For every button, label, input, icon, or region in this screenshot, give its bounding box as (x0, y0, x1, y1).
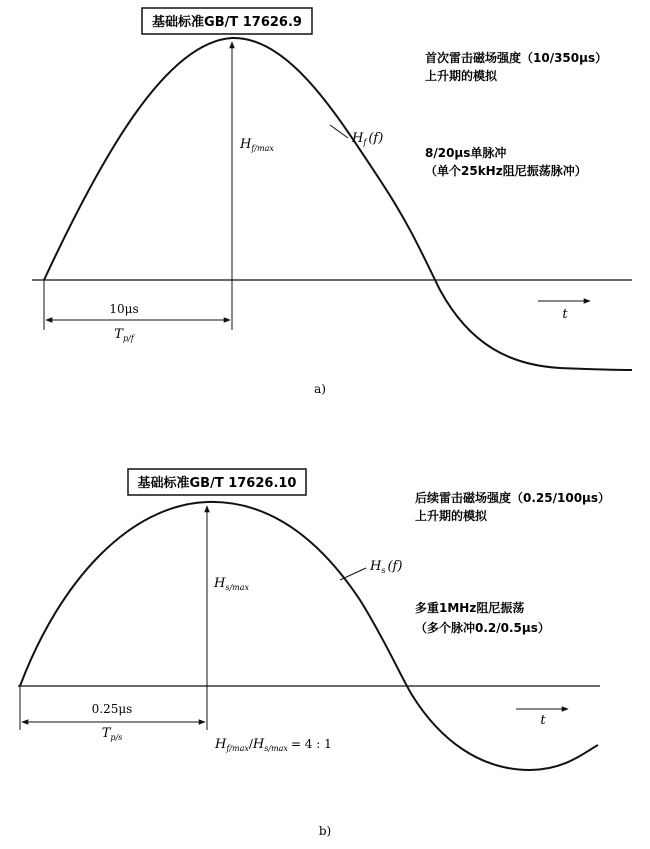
time-span-label-a: 10μs (109, 302, 139, 316)
caption-a: a) (314, 382, 326, 396)
standard-box-a-label: 基础标准GB/T 17626.9 (152, 15, 302, 30)
ratio-label-b: Hf/max/Hs/max = 4 : 1 (215, 737, 332, 753)
time-axis-label-a: t (562, 307, 568, 322)
note-a-1-line2: 上升期的模拟 (425, 69, 498, 83)
caption-b: b) (318, 824, 332, 838)
time-symbol-b: Tp/s (101, 726, 123, 742)
time-axis-label-b: t (540, 713, 546, 728)
peak-label-a: Hf/max (240, 137, 274, 153)
curve-label-leader-b (340, 568, 366, 580)
diagram-panel-a (0, 0, 650, 410)
standard-box-b-label: 基础标准GB/T 17626.10 (137, 476, 297, 491)
curve-label-b: Hs (f) (370, 559, 403, 575)
note-a-2-line1: 8/20μs单脉冲 (425, 146, 507, 160)
peak-label-b: Hs/max (214, 576, 250, 592)
note-b-2-line1: 多重1MHz阻尼振荡 (415, 601, 525, 615)
time-span-label-b: 0.25μs (91, 702, 133, 716)
note-b-2-line2: （多个脉冲0.2/0.5μs） (415, 621, 550, 635)
time-symbol-a: Tp/f (114, 327, 134, 343)
diagram-panel-b (0, 460, 650, 849)
note-b-1-line2: 上升期的模拟 (415, 509, 488, 523)
note-a-2-line2: （单个25kHz阻尼振荡脉冲） (425, 164, 587, 178)
note-a-1-line1: 首次雷击磁场强度（10/350μs） (425, 51, 608, 65)
note-b-1-line1: 后续雷击磁场强度（0.25/100μs） (415, 491, 611, 505)
curve-label-a: Hf (f) (352, 131, 384, 147)
